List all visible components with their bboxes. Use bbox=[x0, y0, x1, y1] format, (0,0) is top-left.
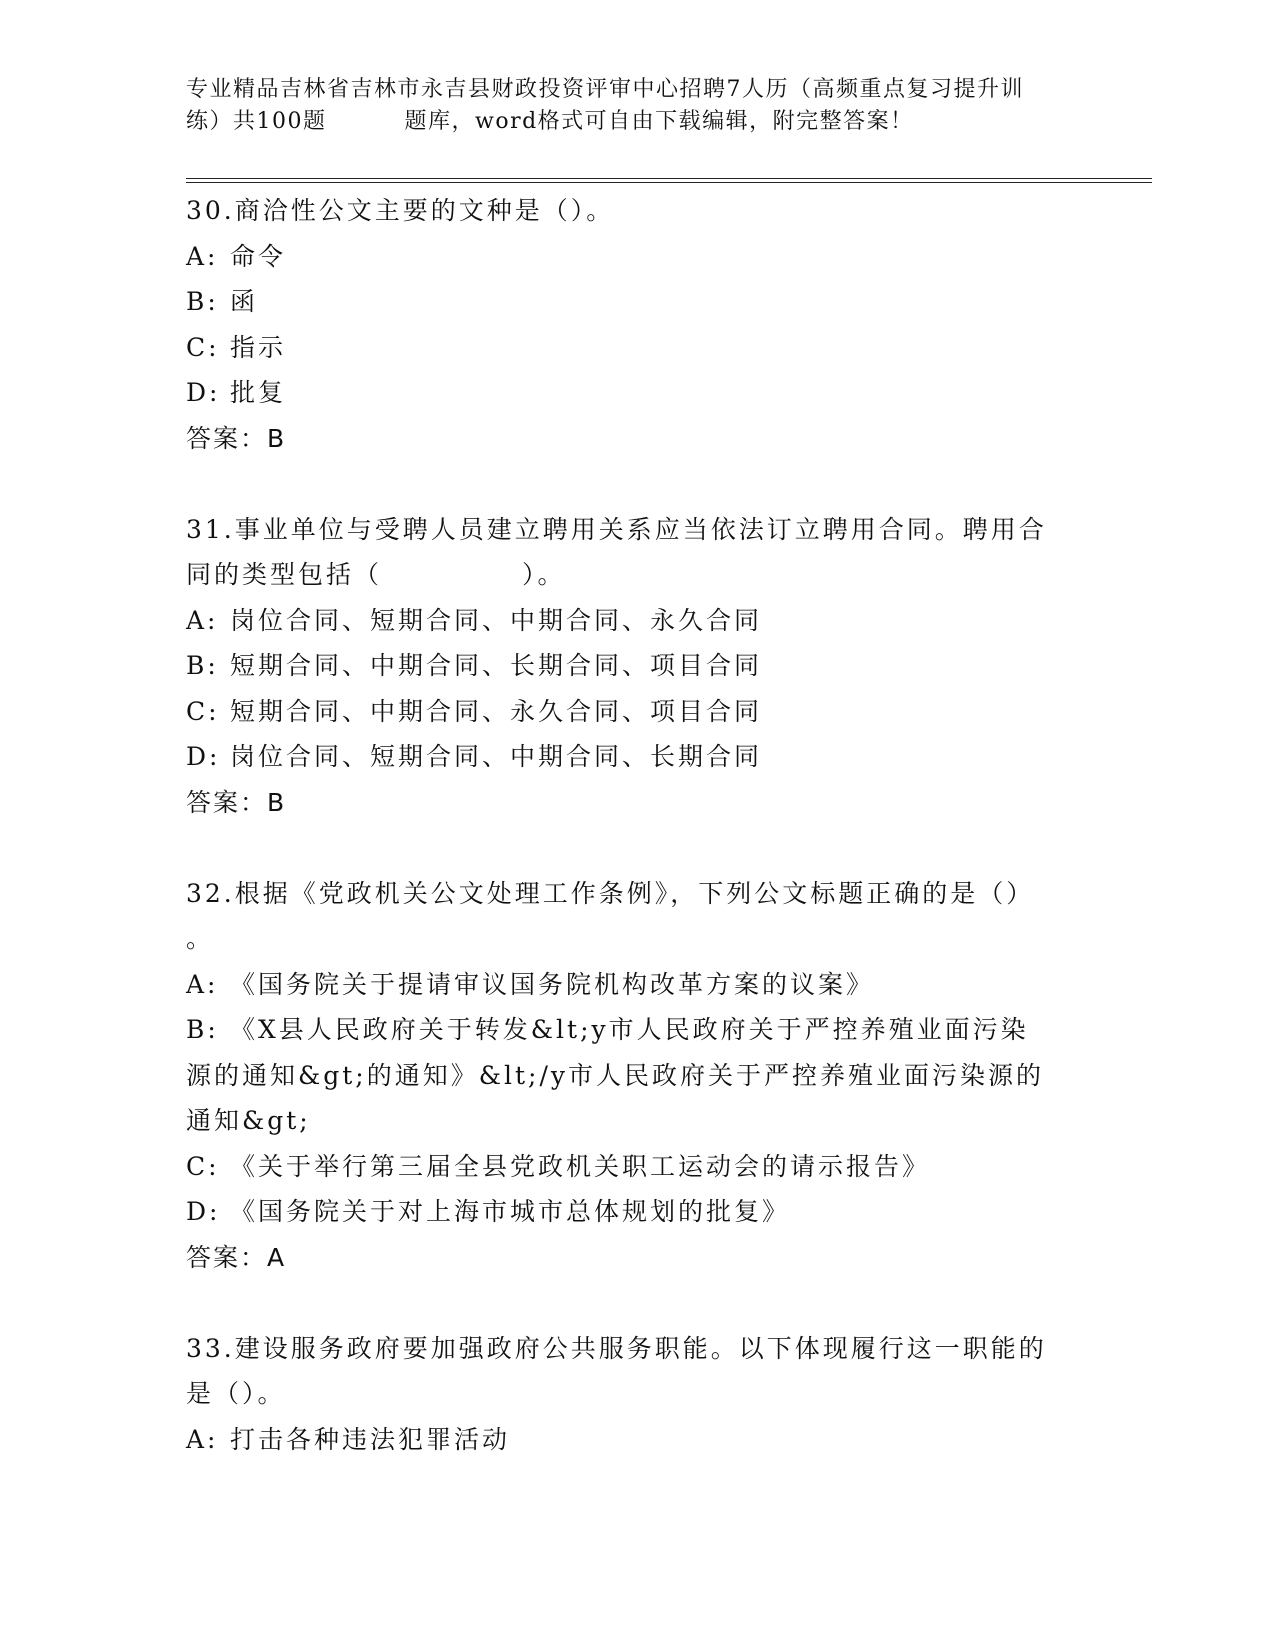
header-line-1: 专业精品吉林省吉林市永吉县财政投资评审中心招聘7人历（高频重点复习提升训 bbox=[186, 77, 1024, 102]
question-text: 30.商洽性公文主要的文种是（）。 bbox=[186, 196, 615, 225]
header-line-2 bbox=[186, 106, 1086, 138]
question-text: 31.事业单位与受聘人员建立聘用关系应当依法订立聘用合同。聘用合 bbox=[186, 514, 1047, 544]
question-list bbox=[186, 188, 1066, 1462]
question-text: 32.根据《党政机关公文处理工作条例》，下列公文标题正确的是（） bbox=[186, 878, 1035, 908]
answer: 答案：A bbox=[186, 1242, 287, 1272]
option-b: B: 函 bbox=[186, 287, 259, 316]
question-text-cont: 是（）。 bbox=[186, 1379, 286, 1408]
header-rule-top bbox=[186, 178, 1152, 179]
question-text-cont: 。 bbox=[186, 924, 215, 953]
option-d: D: 岗位合同、短期合同、中期合同、长期合同 bbox=[186, 742, 763, 771]
question-31 bbox=[186, 507, 1066, 826]
header-line-2b: 题库，word格式可自由下载编辑，附完整答案！ bbox=[404, 109, 914, 134]
question-text-cont: 同的类型包括（ ）。 bbox=[186, 560, 566, 589]
option-c: C: 短期合同、中期合同、永久合同、项目合同 bbox=[186, 696, 763, 726]
document-header bbox=[186, 74, 1086, 138]
answer: 答案：B bbox=[186, 423, 287, 453]
option-a: A: 命令 bbox=[186, 241, 287, 271]
question-text: 33.建设服务政府要加强政府公共服务职能。以下体现履行这一职能的 bbox=[186, 1333, 1047, 1363]
option-b-cont-1: 源的通知&gt;的通知》&lt;/y市人民政府关于严控养殖业面污染源的 bbox=[186, 1060, 1044, 1090]
option-c: C: 《关于举行第三届全县党政机关职工运动会的请示报告》 bbox=[186, 1151, 931, 1181]
answer: 答案：B bbox=[186, 787, 287, 817]
option-c: C: 指示 bbox=[186, 332, 287, 362]
option-b: B: 《X县人民政府关于转发&lt;y市人民政府关于严控养殖业面污染 bbox=[186, 1015, 1029, 1044]
question-33 bbox=[186, 1326, 1066, 1463]
option-a: A: 《国务院关于提请审议国务院机构改革方案的议案》 bbox=[186, 969, 875, 999]
option-b: B: 短期合同、中期合同、长期合同、项目合同 bbox=[186, 651, 763, 680]
option-a: A: 打击各种违法犯罪活动 bbox=[186, 1424, 511, 1454]
header-line-2a: 练）共100题 bbox=[186, 109, 327, 134]
header-rule-bottom bbox=[186, 182, 1152, 183]
question-30 bbox=[186, 188, 1066, 461]
option-d: D: 批复 bbox=[186, 378, 287, 407]
option-d: D: 《国务院关于对上海市城市总体规划的批复》 bbox=[186, 1197, 791, 1226]
question-32 bbox=[186, 871, 1066, 1281]
option-b-cont-2: 通知&gt; bbox=[186, 1106, 311, 1135]
option-a: A: 岗位合同、短期合同、中期合同、永久合同 bbox=[186, 605, 763, 635]
